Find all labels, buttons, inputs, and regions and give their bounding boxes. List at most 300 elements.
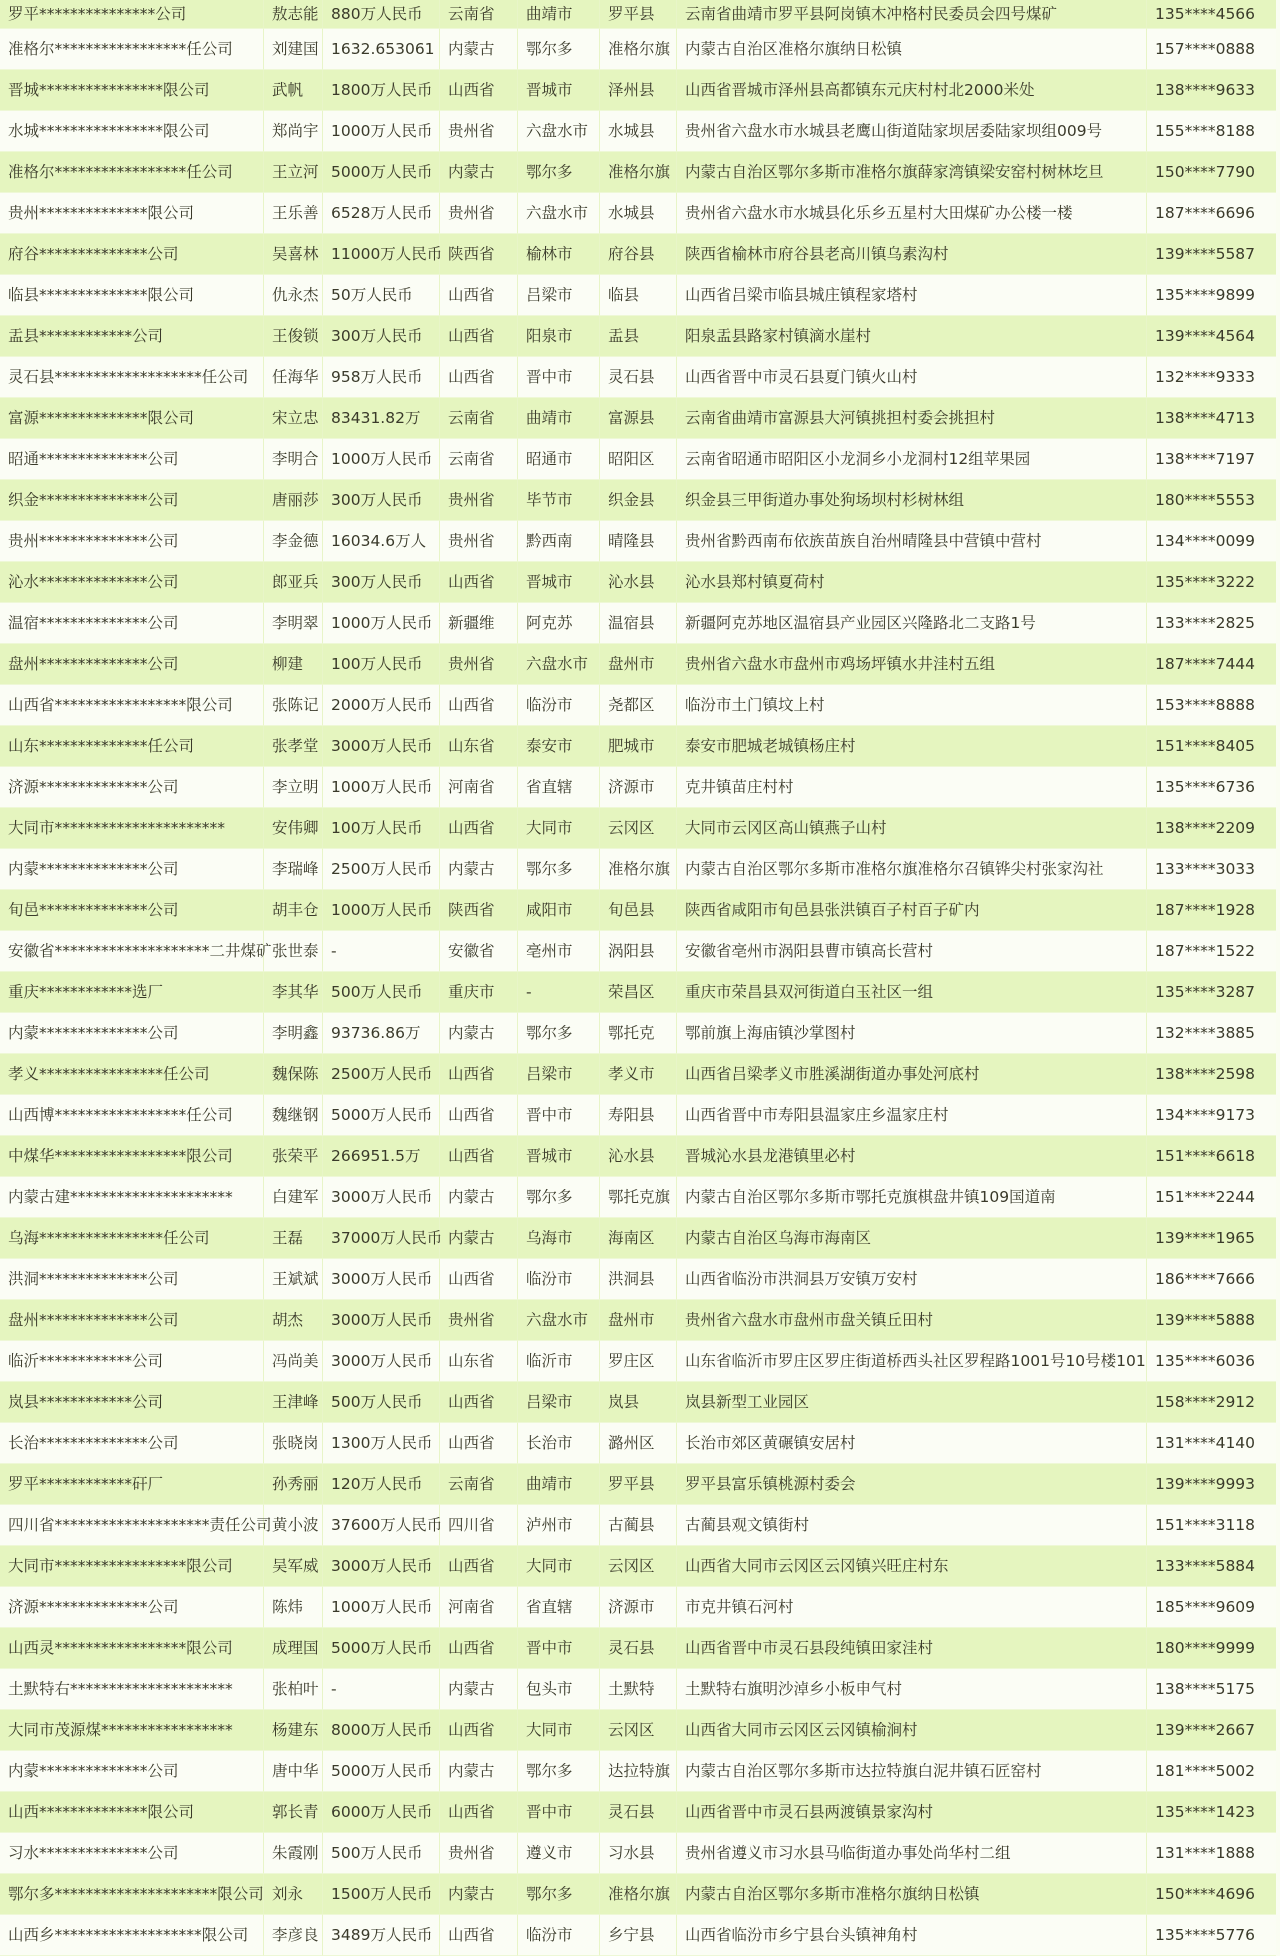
table-row [0,644,1276,685]
registered-capital-cell: 2500万人民币 [323,849,440,890]
county-cell: 沁水县 [600,562,677,603]
county-cell: 岚县 [600,1382,677,1423]
address-cell: 山西省晋中市寿阳县温家庄乡温家庄村 [677,1095,1147,1136]
company-name-cell: 盘州**************公司 [0,1300,264,1341]
company-name-cell: 四川省********************责任公司 [0,1505,264,1546]
city-cell: 大同市 [518,1710,600,1751]
county-cell: 临县 [600,275,677,316]
county-cell: 海南区 [600,1218,677,1259]
registered-capital-cell: 2000万人民币 [323,685,440,726]
company-name-cell: 罗平***************公司 [0,0,264,29]
province-cell: 贵州省 [440,521,518,562]
phone-cell: 151****3118 [1147,1505,1276,1546]
city-cell: 鄂尔多 [518,849,600,890]
city-cell: 曲靖市 [518,398,600,439]
table-row [0,603,1276,644]
phone-cell: 133****5884 [1147,1546,1276,1587]
table-row [0,931,1276,972]
county-cell: 土默特 [600,1669,677,1710]
table-row [0,1095,1276,1136]
phone-cell: 131****4140 [1147,1423,1276,1464]
company-name-cell: 大同市茂源煤***************** [0,1710,264,1751]
legal-person-cell: 魏继钢 [264,1095,323,1136]
county-cell: 泽州县 [600,70,677,111]
table-row [0,111,1276,152]
table-row [0,234,1276,275]
phone-cell: 139****5888 [1147,1300,1276,1341]
registered-capital-cell: 880万人民币 [323,0,440,29]
city-cell: 鄂尔多 [518,1177,600,1218]
county-cell: 寿阳县 [600,1095,677,1136]
phone-cell: 132****9333 [1147,357,1276,398]
registered-capital-cell: 500万人民币 [323,1833,440,1874]
county-cell: 云冈区 [600,1710,677,1751]
county-cell: 乡宁县 [600,1915,677,1956]
table-row [0,1218,1276,1259]
province-cell: 山西省 [440,1915,518,1956]
city-cell: 临沂市 [518,1341,600,1382]
address-cell: 山西省大同市云冈区云冈镇兴旺庄村东 [677,1546,1147,1587]
company-name-cell: 沁水**************公司 [0,562,264,603]
table-row [0,1546,1276,1587]
county-cell: 灵石县 [600,1792,677,1833]
city-cell: 吕梁市 [518,1382,600,1423]
table-row [0,1013,1276,1054]
table-row [0,70,1276,111]
province-cell: 山西省 [440,1054,518,1095]
province-cell: 内蒙古 [440,849,518,890]
province-cell: 山西省 [440,808,518,849]
city-cell: 泸州市 [518,1505,600,1546]
city-cell: 晋城市 [518,562,600,603]
province-cell: 重庆市 [440,972,518,1013]
county-cell: 肥城市 [600,726,677,767]
phone-cell: 139****1965 [1147,1218,1276,1259]
table-row [0,1628,1276,1669]
city-cell: 曲靖市 [518,1464,600,1505]
registered-capital-cell: 6528万人民币 [323,193,440,234]
phone-cell: 135****5776 [1147,1915,1276,1956]
county-cell: 水城县 [600,111,677,152]
address-cell: 山西省临汾市洪洞县万安镇万安村 [677,1259,1147,1300]
phone-cell: 153****8888 [1147,685,1276,726]
province-cell: 贵州省 [440,193,518,234]
registered-capital-cell: 37600万人民币 [323,1505,440,1546]
province-cell: 河南省 [440,1587,518,1628]
address-cell: 贵州省遵义市习水县马临街道办事处尚华村二组 [677,1833,1147,1874]
company-name-cell: 灵石县*******************任公司 [0,357,264,398]
legal-person-cell: 李明翠 [264,603,323,644]
county-cell: 盘州市 [600,1300,677,1341]
address-cell: 新疆阿克苏地区温宿县产业园区兴隆路北二支路1号 [677,603,1147,644]
legal-person-cell: 黄小波 [264,1505,323,1546]
county-cell: 准格尔旗 [600,1874,677,1915]
legal-person-cell: 王立河 [264,152,323,193]
legal-person-cell: 柳建 [264,644,323,685]
city-cell: 鄂尔多 [518,152,600,193]
table-row [0,1792,1276,1833]
legal-person-cell: 成理国 [264,1628,323,1669]
city-cell: 六盘水市 [518,1300,600,1341]
company-name-cell: 山西博*****************任公司 [0,1095,264,1136]
county-cell: 济源市 [600,1587,677,1628]
company-name-cell: 山西灵*****************限公司 [0,1628,264,1669]
registered-capital-cell: 300万人民币 [323,480,440,521]
phone-cell: 135****6736 [1147,767,1276,808]
address-cell: 长治市郊区黄碾镇安居村 [677,1423,1147,1464]
city-cell: 临汾市 [518,685,600,726]
company-name-cell: 大同市*****************限公司 [0,1546,264,1587]
registered-capital-cell: 6000万人民币 [323,1792,440,1833]
address-cell: 罗平县富乐镇桃源村委会 [677,1464,1147,1505]
address-cell: 山西省晋中市灵石县两渡镇景家沟村 [677,1792,1147,1833]
city-cell: 泰安市 [518,726,600,767]
legal-person-cell: 敖志能 [264,0,323,29]
phone-cell: 135****9899 [1147,275,1276,316]
county-cell: 云冈区 [600,808,677,849]
legal-person-cell: 张陈记 [264,685,323,726]
province-cell: 贵州省 [440,644,518,685]
legal-person-cell: 张孝堂 [264,726,323,767]
phone-cell: 181****5002 [1147,1751,1276,1792]
legal-person-cell: 胡杰 [264,1300,323,1341]
province-cell: 山西省 [440,685,518,726]
province-cell: 安徽省 [440,931,518,972]
legal-person-cell: 李明鑫 [264,1013,323,1054]
company-name-cell: 山西**************限公司 [0,1792,264,1833]
city-cell: 昭通市 [518,439,600,480]
phone-cell: 138****9633 [1147,70,1276,111]
city-cell: 临汾市 [518,1259,600,1300]
legal-person-cell: 朱霞刚 [264,1833,323,1874]
legal-person-cell: 胡丰仓 [264,890,323,931]
province-cell: 内蒙古 [440,1874,518,1915]
table-row [0,480,1276,521]
table-row [0,1587,1276,1628]
province-cell: 山西省 [440,1710,518,1751]
address-cell: 重庆市荣昌县双河街道白玉社区一组 [677,972,1147,1013]
county-cell: 达拉特旗 [600,1751,677,1792]
phone-cell: 138****7197 [1147,439,1276,480]
table-row [0,398,1276,439]
city-cell: 晋中市 [518,1628,600,1669]
address-cell: 鄂前旗上海庙镇沙掌图村 [677,1013,1147,1054]
phone-cell: 133****3033 [1147,849,1276,890]
company-name-cell: 孝义****************任公司 [0,1054,264,1095]
table-row [0,1300,1276,1341]
province-cell: 云南省 [440,398,518,439]
table-row [0,1669,1276,1710]
table-row [0,849,1276,890]
city-cell: 咸阳市 [518,890,600,931]
province-cell: 山西省 [440,316,518,357]
province-cell: 贵州省 [440,111,518,152]
city-cell: 阿克苏 [518,603,600,644]
table-row [0,1423,1276,1464]
city-cell: 包头市 [518,1669,600,1710]
company-name-cell: 昭通**************公司 [0,439,264,480]
registered-capital-cell: 300万人民币 [323,562,440,603]
registered-capital-cell: 1500万人民币 [323,1874,440,1915]
legal-person-cell: 李瑞峰 [264,849,323,890]
province-cell: 陕西省 [440,890,518,931]
province-cell: 山西省 [440,562,518,603]
city-cell: 省直辖 [518,767,600,808]
table-row [0,1259,1276,1300]
legal-person-cell: 张晓岗 [264,1423,323,1464]
county-cell: 古蔺县 [600,1505,677,1546]
county-cell: 准格尔旗 [600,849,677,890]
phone-cell: 135****3222 [1147,562,1276,603]
county-cell: 济源市 [600,767,677,808]
address-cell: 贵州省六盘水市盘州市鸡场坪镇水井洼村五组 [677,644,1147,685]
phone-cell: 134****9173 [1147,1095,1276,1136]
table-row [0,1874,1276,1915]
legal-person-cell: 李立明 [264,767,323,808]
city-cell: 大同市 [518,808,600,849]
address-cell: 内蒙古自治区鄂尔多斯市鄂托克旗棋盘井镇109国道南 [677,1177,1147,1218]
address-cell: 大同市云冈区高山镇燕子山村 [677,808,1147,849]
registered-capital-cell: 3000万人民币 [323,1177,440,1218]
county-cell: 盂县 [600,316,677,357]
table-row [0,972,1276,1013]
company-name-cell: 盂县************公司 [0,316,264,357]
company-name-cell: 水城****************限公司 [0,111,264,152]
province-cell: 内蒙古 [440,1669,518,1710]
county-cell: 盘州市 [600,644,677,685]
registered-capital-cell: 3000万人民币 [323,1259,440,1300]
company-name-cell: 中煤华*****************限公司 [0,1136,264,1177]
city-cell: - [518,972,600,1013]
address-cell: 安徽省亳州市涡阳县曹市镇高长营村 [677,931,1147,972]
address-cell: 山西省临汾市乡宁县台头镇神角村 [677,1915,1147,1956]
address-cell: 陕西省榆林市府谷县老高川镇乌素沟村 [677,234,1147,275]
registered-capital-cell: - [323,931,440,972]
registered-capital-cell: 11000万人民币 [323,234,440,275]
legal-person-cell: 郑尚宇 [264,111,323,152]
phone-cell: 139****2667 [1147,1710,1276,1751]
table-row [0,1751,1276,1792]
company-name-cell: 鄂尔多*********************限公司 [0,1874,264,1915]
table-row [0,890,1276,931]
county-cell: 鄂托克 [600,1013,677,1054]
company-name-cell: 温宿**************公司 [0,603,264,644]
registered-capital-cell: 3000万人民币 [323,1300,440,1341]
phone-cell: 134****0099 [1147,521,1276,562]
company-name-cell: 罗平************矸厂 [0,1464,264,1505]
company-name-cell: 晋城****************限公司 [0,70,264,111]
province-cell: 内蒙古 [440,1177,518,1218]
province-cell: 山西省 [440,1628,518,1669]
table-row [0,1341,1276,1382]
table-row [0,357,1276,398]
county-cell: 潞州区 [600,1423,677,1464]
legal-person-cell: 李明合 [264,439,323,480]
company-name-cell: 重庆************选厂 [0,972,264,1013]
city-cell: 鄂尔多 [518,1874,600,1915]
registered-capital-cell: 958万人民币 [323,357,440,398]
phone-cell: 157****0888 [1147,29,1276,70]
company-name-cell: 织金**************公司 [0,480,264,521]
province-cell: 内蒙古 [440,152,518,193]
province-cell: 贵州省 [440,1833,518,1874]
city-cell: 阳泉市 [518,316,600,357]
address-cell: 内蒙古自治区乌海市海南区 [677,1218,1147,1259]
city-cell: 晋城市 [518,1136,600,1177]
registered-capital-cell: 1300万人民币 [323,1423,440,1464]
table-row [0,193,1276,234]
registered-capital-cell: 3000万人民币 [323,1546,440,1587]
registered-capital-cell: 300万人民币 [323,316,440,357]
table-row [0,1505,1276,1546]
legal-person-cell: 张世泰 [264,931,323,972]
company-name-cell: 贵州**************限公司 [0,193,264,234]
phone-cell: 139****4564 [1147,316,1276,357]
table-row [0,1833,1276,1874]
table-row [0,808,1276,849]
registered-capital-cell: 1632.653061 [323,29,440,70]
county-cell: 罗平县 [600,1464,677,1505]
company-name-cell: 长治**************公司 [0,1423,264,1464]
city-cell: 六盘水市 [518,111,600,152]
company-name-cell: 山西省*****************限公司 [0,685,264,726]
phone-cell: 139****9993 [1147,1464,1276,1505]
company-name-cell: 富源**************限公司 [0,398,264,439]
province-cell: 贵州省 [440,480,518,521]
legal-person-cell: 王斌斌 [264,1259,323,1300]
county-cell: 旬邑县 [600,890,677,931]
province-cell: 内蒙古 [440,1013,518,1054]
province-cell: 河南省 [440,767,518,808]
table-row [0,152,1276,193]
table-row [0,0,1276,29]
registered-capital-cell: 1800万人民币 [323,70,440,111]
company-name-cell: 山西乡*******************限公司 [0,1915,264,1956]
company-name-cell: 土默特右********************* [0,1669,264,1710]
county-cell: 鄂托克旗 [600,1177,677,1218]
phone-cell: 158****2912 [1147,1382,1276,1423]
table-row [0,1710,1276,1751]
address-cell: 晋城沁水县龙港镇里必村 [677,1136,1147,1177]
company-name-cell: 盘州**************公司 [0,644,264,685]
province-cell: 新疆维 [440,603,518,644]
address-cell: 云南省曲靖市富源县大河镇挑担村委会挑担村 [677,398,1147,439]
city-cell: 吕梁市 [518,1054,600,1095]
legal-person-cell: 宋立忠 [264,398,323,439]
table-row [0,1915,1276,1956]
phone-cell: 151****8405 [1147,726,1276,767]
table-row [0,1382,1276,1423]
registered-capital-cell: 1000万人民币 [323,1587,440,1628]
legal-person-cell: 仇永杰 [264,275,323,316]
county-cell: 灵石县 [600,357,677,398]
company-name-cell: 内蒙**************公司 [0,1751,264,1792]
city-cell: 大同市 [518,1546,600,1587]
table-row [0,726,1276,767]
address-cell: 阳泉盂县路家村镇滴水崖村 [677,316,1147,357]
province-cell: 内蒙古 [440,1751,518,1792]
province-cell: 山西省 [440,1095,518,1136]
city-cell: 吕梁市 [518,275,600,316]
company-name-cell: 准格尔*****************任公司 [0,29,264,70]
table-row [0,685,1276,726]
registered-capital-cell: 3489万人民币 [323,1915,440,1956]
address-cell: 贵州省黔西南布依族苗族自治州晴隆县中营镇中营村 [677,521,1147,562]
county-cell: 罗平县 [600,0,677,29]
city-cell: 鄂尔多 [518,29,600,70]
county-cell: 府谷县 [600,234,677,275]
city-cell: 晋城市 [518,70,600,111]
legal-person-cell: 李金德 [264,521,323,562]
province-cell: 山西省 [440,1423,518,1464]
province-cell: 山西省 [440,1382,518,1423]
address-cell: 山西省晋中市灵石县段纯镇田家洼村 [677,1628,1147,1669]
registered-capital-cell: 1000万人民币 [323,890,440,931]
city-cell: 六盘水市 [518,644,600,685]
address-cell: 织金县三甲街道办事处狗场坝村杉树林组 [677,480,1147,521]
address-cell: 岚县新型工业园区 [677,1382,1147,1423]
table-row [0,562,1276,603]
city-cell: 晋中市 [518,1792,600,1833]
county-cell: 织金县 [600,480,677,521]
table-row [0,1136,1276,1177]
legal-person-cell: 白建军 [264,1177,323,1218]
registered-capital-cell: 5000万人民币 [323,1751,440,1792]
phone-cell: 135****4566 [1147,0,1276,29]
phone-cell: 180****5553 [1147,480,1276,521]
province-cell: 云南省 [440,439,518,480]
legal-person-cell: 安伟卿 [264,808,323,849]
legal-person-cell: 孙秀丽 [264,1464,323,1505]
legal-person-cell: 唐中华 [264,1751,323,1792]
phone-cell: 150****4696 [1147,1874,1276,1915]
phone-cell: 187****1928 [1147,890,1276,931]
phone-cell: 138****2598 [1147,1054,1276,1095]
city-cell: 晋中市 [518,357,600,398]
province-cell: 山西省 [440,1259,518,1300]
county-cell: 涡阳县 [600,931,677,972]
phone-cell: 138****4713 [1147,398,1276,439]
table-row [0,275,1276,316]
province-cell: 山西省 [440,70,518,111]
phone-cell: 138****5175 [1147,1669,1276,1710]
address-cell: 山西省吕梁市临县城庄镇程家塔村 [677,275,1147,316]
phone-cell: 180****9999 [1147,1628,1276,1669]
registered-capital-cell: 3000万人民币 [323,726,440,767]
address-cell: 内蒙古自治区鄂尔多斯市准格尔旗薛家湾镇梁安窑村树林圪旦 [677,152,1147,193]
legal-person-cell: 王津峰 [264,1382,323,1423]
table-row [0,1177,1276,1218]
registered-capital-cell: 5000万人民币 [323,1628,440,1669]
phone-cell: 135****6036 [1147,1341,1276,1382]
registered-capital-cell: 1000万人民币 [323,111,440,152]
company-name-cell: 山东**************任公司 [0,726,264,767]
legal-person-cell: 刘建国 [264,29,323,70]
registered-capital-cell: 1000万人民币 [323,439,440,480]
company-name-cell: 岚县************公司 [0,1382,264,1423]
legal-person-cell: 王磊 [264,1218,323,1259]
company-name-cell: 临县**************限公司 [0,275,264,316]
phone-cell: 133****2825 [1147,603,1276,644]
registered-capital-cell: 16034.6万人 [323,521,440,562]
phone-cell: 155****8188 [1147,111,1276,152]
city-cell: 毕节市 [518,480,600,521]
county-cell: 沁水县 [600,1136,677,1177]
province-cell: 内蒙古 [440,29,518,70]
province-cell: 山东省 [440,1341,518,1382]
address-cell: 贵州省六盘水市盘州市盘关镇丘田村 [677,1300,1147,1341]
legal-person-cell: 吴喜林 [264,234,323,275]
